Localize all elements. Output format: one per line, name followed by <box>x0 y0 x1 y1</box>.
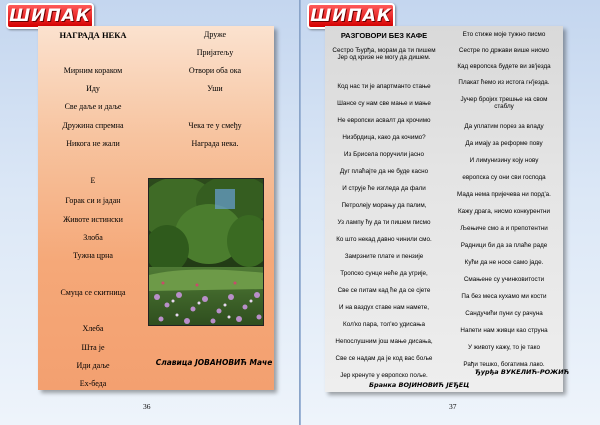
poem-line: Љењиче смо а и препотентни <box>460 225 548 232</box>
poem-line: Ех-беда <box>79 379 107 388</box>
poem-line: Рађи тешко, богатима лако. <box>463 361 545 368</box>
poem-line: Кол'ко пара, тол'ко удисања <box>343 321 425 328</box>
poem-line: Сестре по држави више нисмо <box>458 47 550 54</box>
poem-line: Тужна црна <box>73 251 113 260</box>
poem-line: Јер кренуте у европско поље. <box>340 372 428 379</box>
poem-line: Плакат ћемо из истога гн'језда. <box>458 79 550 86</box>
poem-title: НАГРАДА НЕКА <box>59 30 127 40</box>
poem-panel-left <box>38 26 274 390</box>
poem-line: У животу кажу, то је тако <box>467 344 541 351</box>
poem-line: Замрзните плате и пензије <box>344 253 424 260</box>
poem-line: Шта је <box>81 343 105 352</box>
poem-line: Кад европска будете ви зв'језда <box>457 63 551 70</box>
poem-line: Горак си и јадан <box>65 196 121 205</box>
poem-line: Не европски асвалт да крочимо <box>337 117 431 124</box>
poem-line: Све се надам да је код вас боље <box>335 355 433 362</box>
poem-line: И лимунизину коју нову <box>469 157 539 164</box>
author-signature-right: Ђурђа ВУКЕЛИЋ-РОЖИЋ <box>475 368 570 376</box>
poem-line: Иди даље <box>76 361 110 370</box>
page-number: 36 <box>143 402 151 411</box>
poem-line: Ко што некад давно чинили смо. <box>336 236 432 243</box>
poem-line: Мирним кораком <box>63 66 123 75</box>
magazine-logo: ШИПАК <box>307 3 395 29</box>
poem-line: Смањене су учинковитости <box>463 276 545 283</box>
poem-line: Да имају за реформе пову <box>465 140 543 147</box>
poem-line: Петролеју морању да палим, <box>341 202 427 209</box>
author-signature-left: Бранка ВОЈИНОВИЋ ЈЕЂЕЦ <box>369 381 470 389</box>
poem-line: Злоба <box>83 233 103 242</box>
poem-line: Чека те у смеђу <box>188 121 242 130</box>
poem-line: Из Брисела поручили јасно <box>344 151 424 158</box>
poem-line: Да уплатим порез за владу <box>464 123 544 130</box>
poem-line: Кући да не носе само јаде. <box>464 259 544 266</box>
poem-line: Е <box>90 176 96 185</box>
poem-line: Низбрдица, како да кочимо? <box>342 134 426 141</box>
poem-line: Тропско сунце неће да угрије, <box>340 270 428 277</box>
poem-line: Отвори оба ока <box>188 66 242 75</box>
garden-photo <box>148 178 264 326</box>
poem-line: Дружина спремна <box>62 121 124 130</box>
poem-title: РАЗГОВОРИ БЕЗ КАФЕ <box>340 31 428 40</box>
poem-line: Ето стиже моје тужно писмо <box>462 31 546 38</box>
poem-panel-right <box>325 26 570 392</box>
poem-line: Јучер бројих трешње на свом стаблу <box>460 96 548 111</box>
poem-line: Иду <box>86 84 100 93</box>
poem-line: Хлеба <box>82 324 104 333</box>
poem-line: Па без меса кухамо ми кости <box>461 293 547 300</box>
poem-line: Никога не жали <box>66 139 120 148</box>
poem-line: Све даље и даље <box>64 102 122 111</box>
poem-line: Друже <box>203 30 227 39</box>
poem-line: Радници би да за плаће раде <box>460 242 548 249</box>
poem-line: Код нас ти је апартманто стање <box>337 83 431 90</box>
poem-line: Уши <box>207 84 223 93</box>
poem-line: И на ваздух ставе нам намете, <box>339 304 429 311</box>
poem-line: И струје ће изгледа да фали <box>342 185 426 192</box>
poem-line: Сестро Ђурђа, морам да ти пишем Јер од кризе не могу да дишем. <box>332 47 436 62</box>
poem-line: Животе истински <box>63 215 123 224</box>
poem-line: Шансе су нам све мање и мање <box>337 100 431 107</box>
poem-line: Непослушним још мање дисања, <box>335 338 433 345</box>
poem-line: Смуца се скитница <box>60 288 126 297</box>
page-number: 37 <box>449 402 457 411</box>
poem-line: Напети нам живци као струна <box>460 327 548 334</box>
poem-line: Све се питам кад ће да се сјете <box>337 287 431 294</box>
poem-line: европска су они сви господа <box>462 174 546 181</box>
poem-line: Дуг плаћајте да не буде касно <box>339 168 429 175</box>
poem-line: Награда нека. <box>191 139 239 148</box>
right-page <box>300 0 600 425</box>
poem-line: Кажу драга, нисмо конкурентни <box>458 208 550 215</box>
author-signature: Славица ЈОВАНОВИЋ Маче <box>155 358 273 367</box>
magazine-logo: ШИПАК <box>6 3 94 29</box>
poem-line: Мада нема пријечева ни порд'а. <box>457 191 551 198</box>
poem-line: Сандучићи пуни су рачуна <box>465 310 543 317</box>
poem-line: Уз лампу ћу да ти пишем писмо <box>337 219 431 226</box>
poem-line: Пријатељу <box>196 48 234 57</box>
